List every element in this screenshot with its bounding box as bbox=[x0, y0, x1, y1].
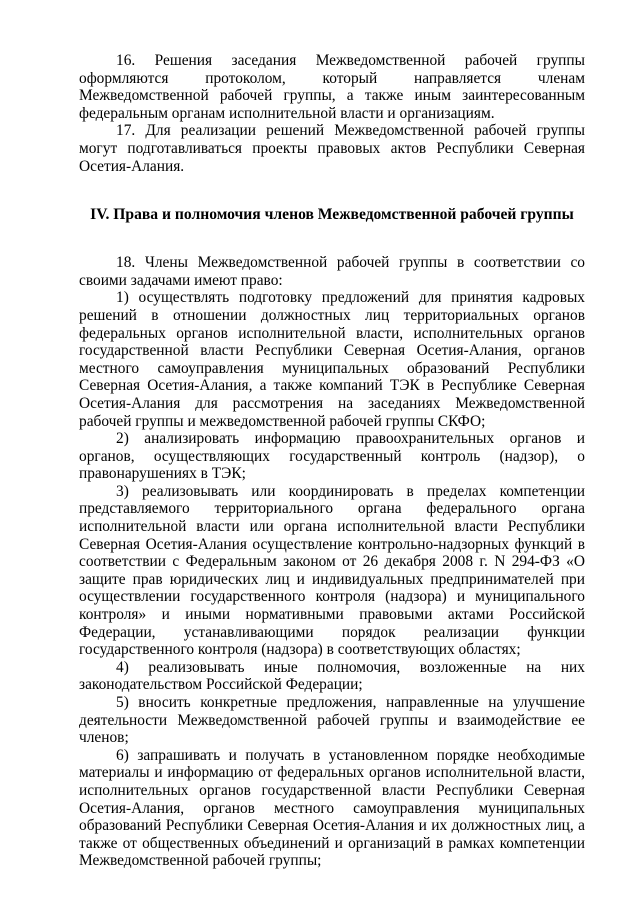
list-item-1: 1) осуществлять подготовку предложений для принятия кадровых решений в отношении должностных лиц территориальных органов федеральных органов исполнительной власти, исполнительных органов государственной власти Республики Северная Осетия-Алания, органов местного самоуправления муниципальных образований Республики Северная Осетия-Алания, а также компаний ТЭК в Республике Северная Осетия-Алания для рассмотрения на заседаниях Межведомственной рабочей группы и межведомственной рабочей группы СКФО; bbox=[79, 289, 585, 430]
paragraph-18-intro: 18. Члены Межведомственной рабочей группы в соответствии со своими задачами имеют право: bbox=[79, 254, 585, 289]
list-item-6: 6) запрашивать и получать в установленном порядке необходимые материалы и информацию от федеральных органов исполнительной власти, исполнительных органов государственной власти Республики Северная Осетия-Алания, органов местного самоуправления муниципальных образований Республики Северная Осетия-Алания и их должностных лиц, а также от общественных объединений и организаций в рамках компетенции Межведомственной рабочей группы; bbox=[79, 746, 585, 870]
list-item-3: 3) реализовывать или координировать в пределах компетенции представляемого территориального органа федерального органа исполнительной власти или органа исполнительной власти Республики Северная Осетия-Алания осуществление контрольно-надзорных функций в соответствии с Федеральным законом от 26 декабря 2008 г. N 294-ФЗ «О защите прав юридических лиц и индивидуальных предпринимателей при осуществлении государственного контроля (надзора) и муниципального контроля» и иными нормативными правовыми актами Российской Федерации, устанавливающими порядок реализации функции государственного контроля (надзора) в соответствующих областях; bbox=[79, 482, 585, 659]
paragraph-16: 16. Решения заседания Межведомственной рабочей группы оформляются протоколом, который направляется членам Межведомственной рабочей группы, а также иным заинтересованным федеральным органам исполнительной власти и организациям. bbox=[79, 52, 585, 122]
list-item-5: 5) вносить конкретные предложения, направленные на улучшение деятельности Межведомственной рабочей группы и взаимодействие ее членов; bbox=[79, 694, 585, 747]
list-item-4: 4) реализовывать иные полномочия, возложенные на них законодательством Российской Федерации; bbox=[79, 658, 585, 694]
list-item-2: 2) анализировать информацию правоохранительных органов и органов, осуществляющих государственный контроль (надзор), о правонарушениях в ТЭК; bbox=[79, 430, 585, 483]
paragraph-17: 17. Для реализации решений Межведомственной рабочей группы могут подготавливаться проекты правовых актов Республики Северная Осетия-Алания. bbox=[79, 122, 585, 175]
document-page bbox=[79, 52, 585, 870]
section-heading: IV. Права и полномочия членов Межведомственной рабочей группы bbox=[90, 206, 574, 224]
